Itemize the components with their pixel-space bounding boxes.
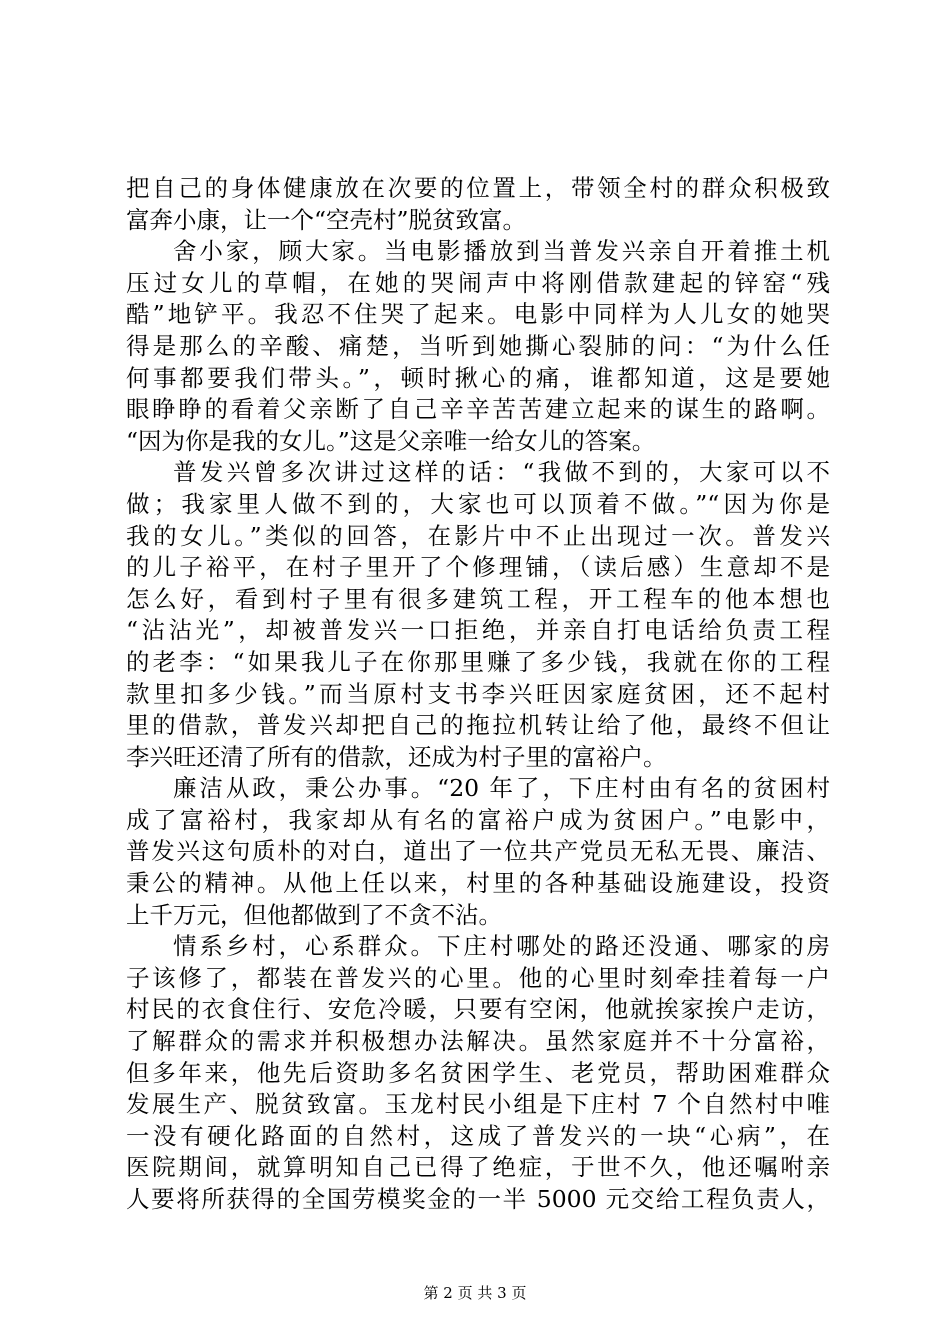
text-line: 富奔小康，让一个“空壳村”脱贫致富。	[126, 205, 527, 234]
text-line: 何事都要我们带头。”，顿时揪心的痛，谁都知道，这是要她	[126, 363, 830, 392]
text-line: 成了富裕村，我家却从有名的富裕户成为贫困户。”电影中，	[126, 805, 830, 834]
text-line: 酷”地铲平。我忍不住哭了起来。电影中同样为人儿女的她哭	[126, 300, 830, 329]
text-line: “因为你是我的女儿。”这是父亲唯一给女儿的答案。	[126, 426, 656, 455]
text-line: 一没有硬化路面的自然村，这成了普发兴的一块“心病”，在	[126, 1121, 830, 1150]
page-footer: 第 2 页 共 3 页	[423, 1284, 527, 1302]
text-line: 我的女儿。”类似的回答，在影片中不止出现过一次。普发兴	[126, 521, 830, 550]
text-line: 子该修了，都装在普发兴的心里。他的心里时刻牵挂着每一户	[126, 963, 830, 992]
text-line: 秉公的精神。从他上任以来，村里的各种基础设施建设，投资	[126, 869, 830, 898]
text-line: 舍小家，顾大家。当电影播放到当普发兴亲自开着推土机	[173, 237, 830, 266]
text-line: 的老李：“如果我儿子在你那里赚了多少钱，我就在你的工程	[126, 647, 830, 676]
text-line: 村民的衣食住行、安危冷暖，只要有空闲，他就挨家挨户走访，	[126, 995, 830, 1024]
text-line: 眼睁睁的看着父亲断了自己辛辛苦苦建立起来的谋生的路啊。	[126, 395, 830, 424]
text-line: 里的借款，普发兴却把自己的拖拉机转让给了他，最终不但让	[126, 711, 830, 740]
text-line: 发展生产、脱贫致富。玉龙村民小组是下庄村 7 个自然村中唯	[126, 1090, 830, 1119]
text-line: 廉洁从政，秉公办事。“20 年了，下庄村由有名的贫困村	[173, 774, 830, 803]
body-text	[126, 173, 830, 1216]
text-line: 上千万元，但他都做到了不贪不沾。	[126, 900, 502, 929]
text-line: 普发兴曾多次讲过这样的话：“我做不到的，大家可以不	[173, 458, 830, 487]
text-line: 医院期间，就算明知自己已得了绝症，于世不久，他还嘱咐亲	[126, 1153, 830, 1182]
text-line: 了解群众的需求并积极想办法解决。虽然家庭并不十分富裕，	[126, 1027, 830, 1056]
text-line: 做；我家里人做不到的，大家也可以顶着不做。”“因为你是	[126, 489, 830, 518]
text-line: “沾沾光”，却被普发兴一口拒绝，并亲自打电话给负责工程	[126, 616, 830, 645]
text-line: 压过女儿的草帽，在她的哭闹声中将刚借款建起的锌窑“残	[126, 268, 830, 297]
text-line: 人要将所获得的全国劳模奖金的一半 5000 元交给工程负责人，	[126, 1185, 830, 1213]
text-line: 情系乡村，心系群众。下庄村哪处的路还没通、哪家的房	[173, 932, 830, 961]
text-line: 怎么好，看到村子里有很多建筑工程，开工程车的他本想也	[126, 584, 830, 613]
text-line: 得是那么的辛酸、痛楚，当听到她撕心裂肺的问：“为什么任	[126, 331, 830, 360]
text-line: 款里扣多少钱。”而当原村支书李兴旺因家庭贫困，还不起村	[126, 679, 830, 708]
text-line: 把自己的身体健康放在次要的位置上，带领全村的群众积极致	[126, 174, 830, 202]
text-line: 但多年来，他先后资助多名贫困学生、老党员，帮助困难群众	[126, 1058, 830, 1087]
text-line: 普发兴这句质朴的对白，道出了一位共产党员无私无畏、廉洁、	[126, 837, 830, 866]
text-line: 李兴旺还清了所有的借款，还成为村子里的富裕户。	[126, 742, 667, 771]
text-line: 的儿子裕平，在村子里开了个修理铺，（读后感）生意却不是	[126, 553, 830, 582]
